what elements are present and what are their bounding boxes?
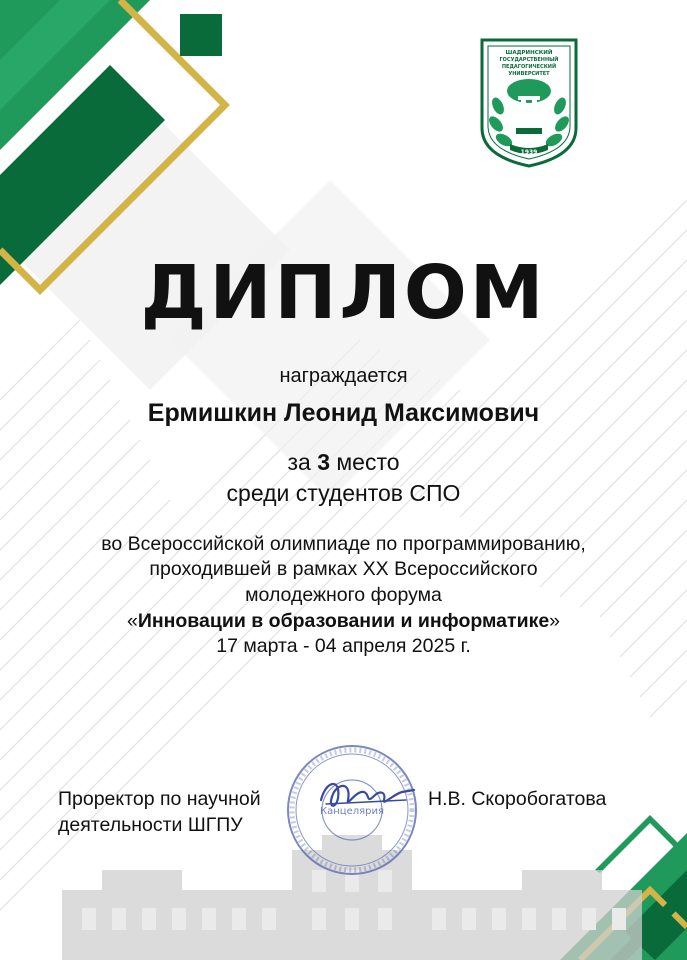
position-line-2: деятельности ШГПУ xyxy=(58,814,243,836)
quote-close: » xyxy=(549,610,561,632)
position-line-1: Проректор по научной xyxy=(58,788,261,810)
event-dates: 17 марта - 04 апреля 2025 г. xyxy=(216,635,471,657)
svg-text:ПЕДАГОГИЧЕСКИЙ: ПЕДАГОГИЧЕСКИЙ xyxy=(501,64,557,70)
description-line-3: молодежного форума xyxy=(245,584,442,606)
description-line-2: проходившей в рамках XX Всероссийского xyxy=(149,558,538,580)
place-suffix: место xyxy=(329,449,400,475)
handwritten-signature xyxy=(316,770,416,820)
place-prefix: за xyxy=(287,449,318,475)
logo-year: 1939 xyxy=(520,149,538,156)
quote-open: « xyxy=(126,610,138,632)
place-number: 3 xyxy=(317,449,330,475)
forum-name-line xyxy=(0,609,687,633)
description-line-1: во Всероссийской олимпиаде по программированию, xyxy=(101,533,586,555)
place-line xyxy=(0,448,687,476)
stamp-center-text: Канцелярия xyxy=(320,806,384,817)
svg-text:ГОСУДАРСТВЕННЫЙ: ГОСУДАРСТВЕННЫЙ xyxy=(499,57,559,63)
svg-text:УНИВЕРСИТЕТ: УНИВЕРСИТЕТ xyxy=(508,71,550,77)
signatory-position xyxy=(58,786,261,838)
category-line: среди студентов СПО xyxy=(226,480,461,506)
signatory-name: Н.В. Скоробогатова xyxy=(428,788,607,810)
forum-name: Инновации в образовании и информатике xyxy=(137,610,550,632)
diploma-title: ДИПЛОМ xyxy=(140,250,547,336)
university-logo xyxy=(474,36,584,170)
awarded-text: награждается xyxy=(279,365,408,387)
recipient-name: Ермишкин Леонид Максимович xyxy=(147,399,540,427)
svg-text:ШАДРИНСКИЙ: ШАДРИНСКИЙ xyxy=(505,50,553,56)
